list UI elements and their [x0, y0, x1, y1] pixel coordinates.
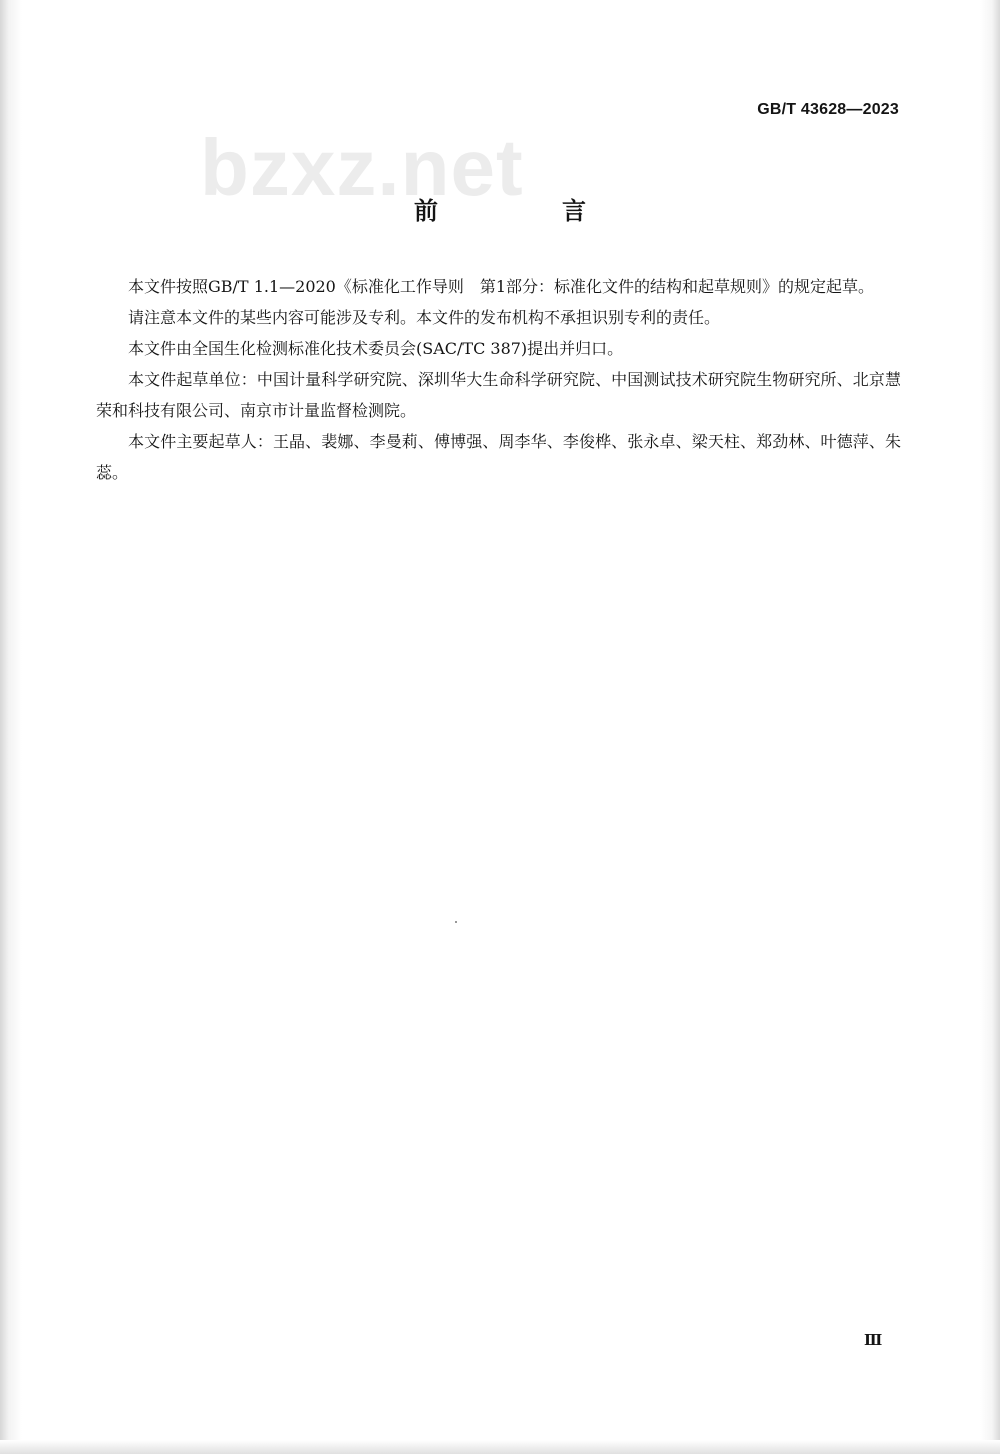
paragraph-drafting-units: 本文件起草单位：中国计量科学研究院、深圳华大生命科学研究院、中国测试技术研究院生物研究所、北京慧荣和科技有限公司、南京市计量监督检测院。: [96, 370, 901, 420]
preface-body: [96, 271, 901, 488]
standard-number: GB/T 43628—2023: [757, 101, 899, 118]
page-number: Ⅲ: [864, 1333, 883, 1349]
paragraph-proposer: 本文件由全国生化检测标准化技术委员会(SAC/TC 387)提出并归口。: [128, 339, 624, 358]
paragraph-patent-notice: 请注意本文件的某些内容可能涉及专利。本文件的发布机构不承担识别专利的责任。: [128, 308, 721, 327]
paragraph-drafters: 本文件主要起草人：王晶、裴娜、李曼莉、傅博强、周李华、李俊桦、张永卓、梁天柱、郑劲林、叶德萍、朱蕊。: [96, 432, 901, 482]
paragraph-drafting-rules: 本文件按照GB/T 1.1—2020《标准化工作导则 第1部分：标准化文件的结构和起草规则》的规定起草。: [128, 277, 875, 296]
page-edge-bottom: [0, 1440, 1000, 1454]
scan-dot: [455, 921, 457, 923]
preface-title: 前 言: [414, 197, 636, 225]
watermark: bzxz.net: [200, 123, 524, 212]
